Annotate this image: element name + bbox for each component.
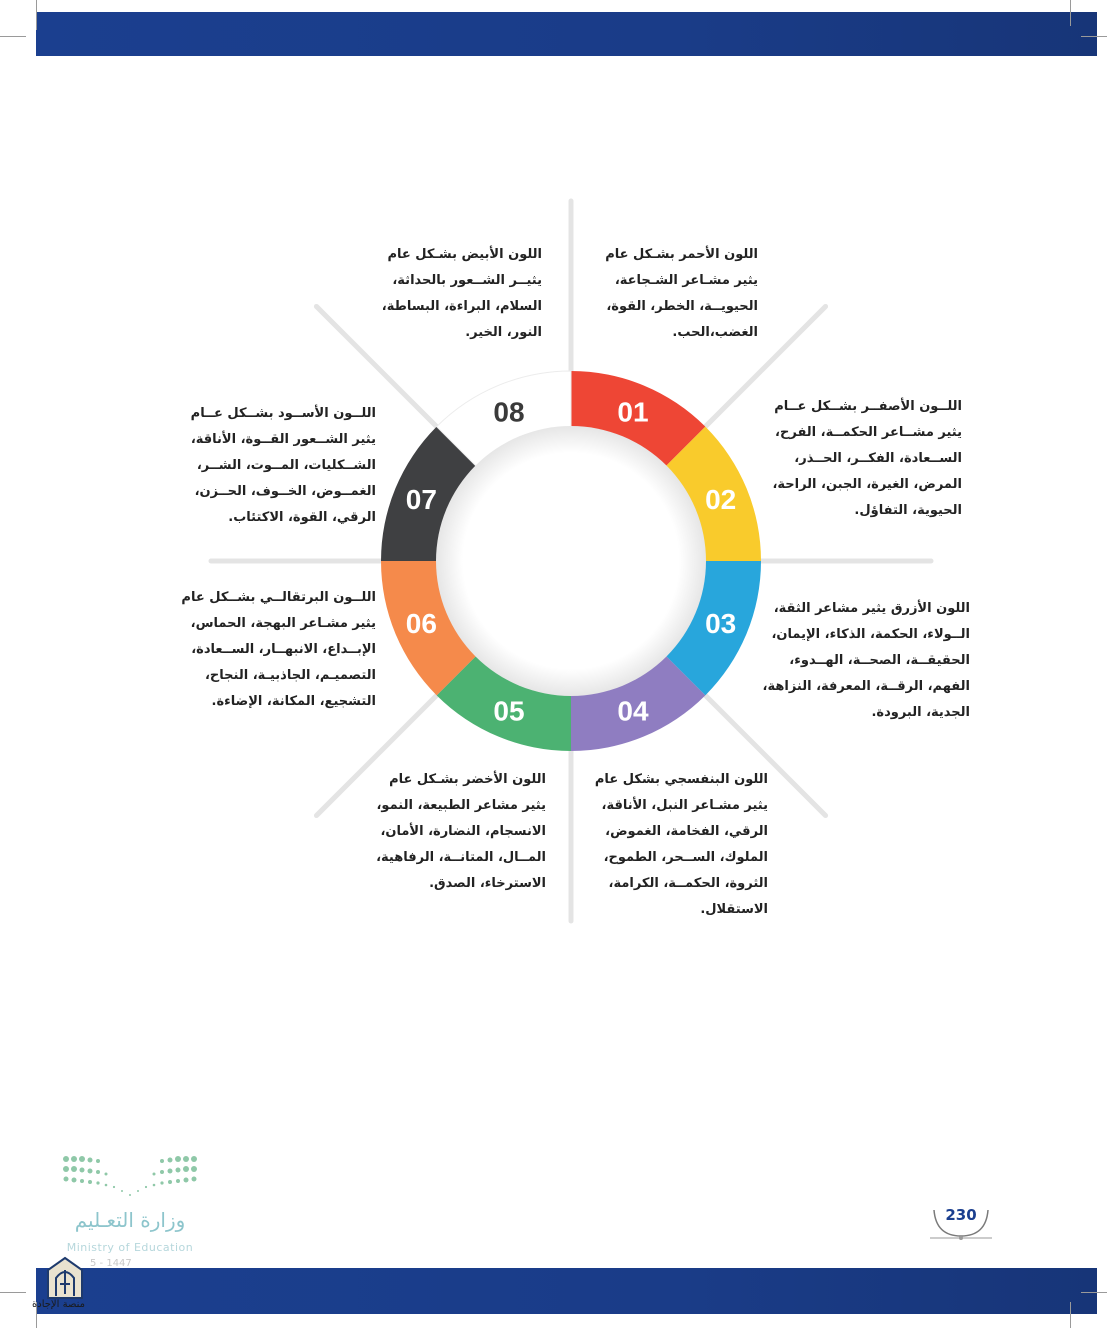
- academic-year: 5 - 1447: [90, 1258, 132, 1269]
- ministry-name-arabic: وزارة التعـليم: [74, 1208, 186, 1232]
- ministry-name-english: Ministry of Education: [66, 1241, 194, 1254]
- text-block-orange: اللــون البرتقالــي بشــكل عام يثير مشـاعر البهجة، الحماس، الإبــداع، الانبهــار، الســعادة، التصميـم، الجاذبيـة، النجاح، التشجيع، المكانة، الإضاءة.: [181, 590, 376, 709]
- page-number: 230: [945, 1206, 977, 1224]
- segment-number-04: 04: [617, 695, 649, 727]
- segment-number-07: 07: [405, 484, 437, 516]
- wheel-center-circle: [436, 426, 706, 696]
- text-block-yellow: اللــون الأصفــر بشــكل عــام يثير مشــاعر الحكمــة، الفرح، الســعادة، الفكــر، الحــذر، المرض، الغيرة، الجبن، الراحة، الحيوية، التفاؤل.: [772, 399, 962, 518]
- text-block-black: اللــون الأســود بشــكل عــام يثير الشــعور القــوة، الأناقة، الشــكليات، المــوت، الشــر، الغمــوض، الخــوف، الحــزن، الرقي، القوة، الاكتئاب.: [190, 406, 376, 525]
- segment-number-01: 01: [617, 396, 649, 428]
- text-block-red: اللون الأحمر بشـكل عام يثير مشـاعر الشـجاعة، الحيويــة، الخطر، القوة، الغضب،الحب.: [605, 247, 758, 340]
- text-block-white: اللون الأبيض بشـكل عام يثيــر الشــعور بالحداثة، السلام، البراءة، البساطة، النور، الخير.: [381, 247, 542, 340]
- segment-number-05: 05: [493, 695, 525, 727]
- segment-number-02: 02: [705, 484, 737, 516]
- segment-number-08: 08: [493, 396, 525, 428]
- text-block-purple: اللون البنفسجي بشكل عام يثير مشـاعر النبل، الأناقة، الرقي، الفخامة، الغموض، الملوك، الســحر، الطموح، الثروة، الحكمــة، الكرامة، الاستقلال.: [594, 772, 768, 917]
- segment-number-03: 03: [705, 607, 737, 639]
- text-block-green: اللون الأخضر بشـكل عام يثير مشاعر الطبيعة، النمو، الانسجام، النضارة، الأمان، المــال، المتانــة، الرفاهية، الاسترخاء، الصدق.: [376, 772, 546, 891]
- ministry-logo-dots: [62, 1155, 198, 1199]
- segment-number-06: 06: [405, 607, 437, 639]
- platform-seal-icon: [44, 1256, 86, 1302]
- platform-name: منصة الإجادة: [32, 1299, 85, 1310]
- text-block-blue: اللون الأزرق يثير مشاعر الثقة، الــولاء، الحكمة، الذكاء، الإيمان، الحقيقــة، الصحــة، الهــدوء، الفهم، الرقــة، المعرفة، النزاهة، الجدية، البرودة.: [762, 601, 970, 720]
